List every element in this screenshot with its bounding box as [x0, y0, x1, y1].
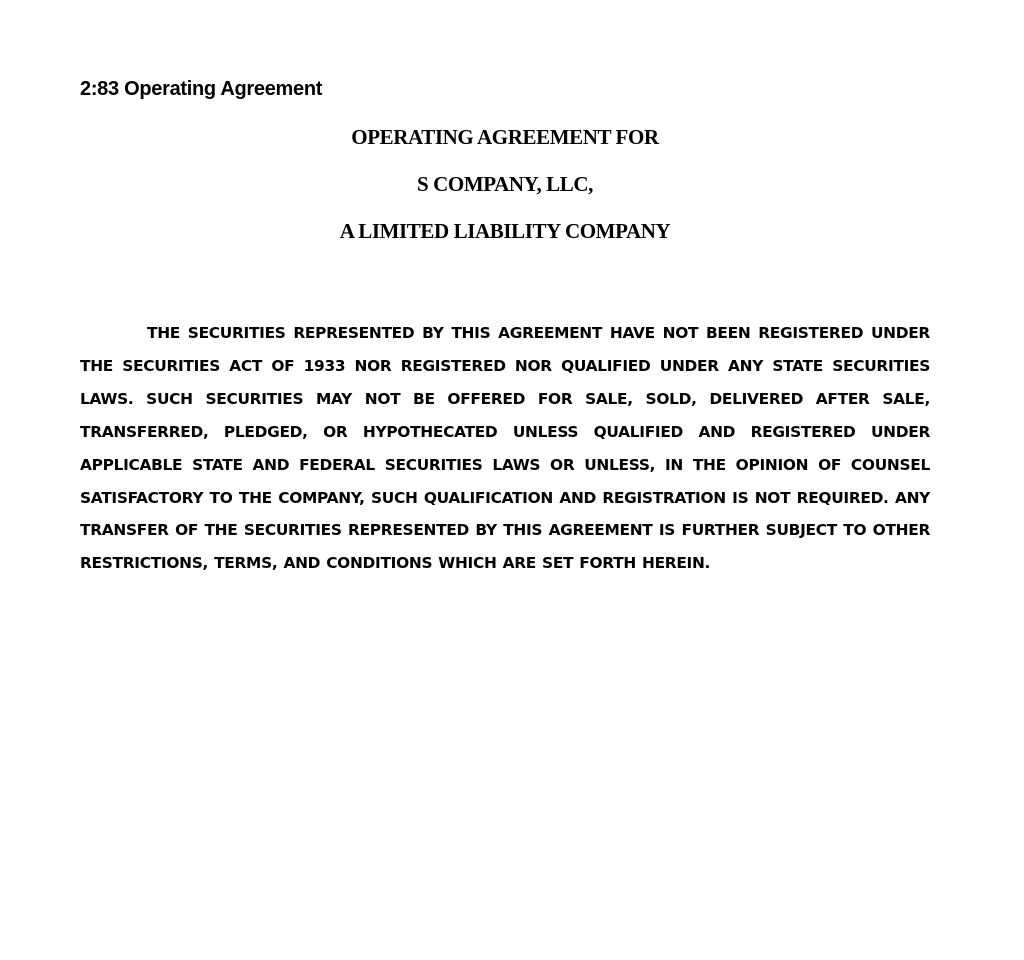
securities-legend-paragraph: THE SECURITIES REPRESENTED BY THIS AGREEMENT HAVE NOT BEEN REGISTERED UNDER THE SECURITIES ACT OF 1933 NOR REGISTERED NOR QUALIFIED UNDER ANY STATE SECURITIES LAWS. SUCH SECURITIES MAY NOT BE OFFERED FOR SALE, SOLD, DELIVERED AFTER SALE, TRANSFERRED, PLEDGED, OR HYPOTHECATED UNLESS QUALIFIED AND REGISTERED UNDER APPLICABLE STATE AND FEDERAL SECURITIES LAWS OR UNLESS, IN THE OPINION OF COUNSEL SATISFACTORY TO THE COMPANY, SUCH QUALIFICATION AND REGISTRATION IS NOT REQUIRED. ANY TRANSFER OF THE SECURITIES REPRESENTED BY THIS AGREEMENT IS FURTHER SUBJECT TO OTHER RESTRICTIONS, TERMS, AND CONDITIONS WHICH ARE SET FORTH HEREIN. [80, 324, 930, 573]
agreement-title [0, 122, 1010, 263]
title-line-2: S COMPANY, LLC, [416, 172, 594, 196]
title-line-3: A LIMITED LIABILITY COMPANY [339, 219, 671, 243]
title-line-1: OPERATING AGREEMENT FOR [351, 125, 659, 149]
section-reference: 2:83 Operating Agreement [80, 78, 323, 100]
